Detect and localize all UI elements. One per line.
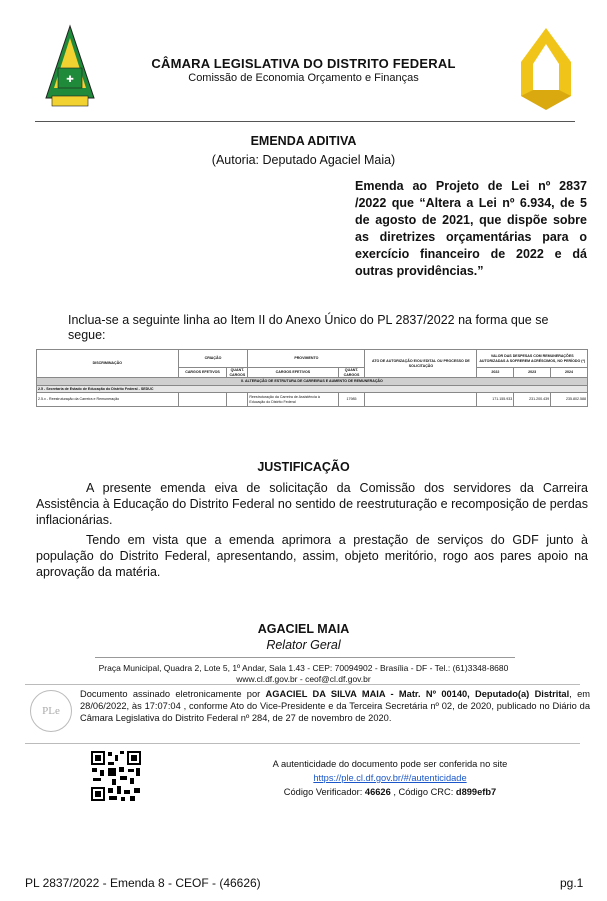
institution-title: CÂMARA LEGISLATIVA DO DISTRITO FEDERAL bbox=[151, 56, 456, 71]
footer-page-number: pg.1 bbox=[560, 876, 584, 890]
justification-paragraph-2: Tendo em vista que a emenda aprimora a prestação de serviços do GDF junto à população do Distrito Federal, apresentando, assim, objeto meritório, rogo aos pares apoio na aprovação da matéria. bbox=[36, 533, 588, 579]
justification-title: JUSTIFICAÇÃO bbox=[257, 460, 350, 474]
col-quant-cargos: QUANT. CARGOS bbox=[227, 368, 248, 378]
col-2023: 2023 bbox=[514, 368, 551, 378]
header-divider bbox=[35, 121, 575, 122]
row-2024: 235.802.588 bbox=[551, 393, 588, 407]
contact-line: www.cl.df.gov.br - ceof@cl.df.gov.br bbox=[236, 674, 371, 684]
amendment-type: EMENDA ADITIVA bbox=[250, 134, 357, 148]
qr-code-icon bbox=[90, 750, 142, 802]
col-2022: 2022 bbox=[477, 368, 514, 378]
col-discriminacao: DISCRIMINAÇÃO bbox=[37, 350, 179, 378]
inclusion-text: Inclua-se a seguinte linha ao Item II do Anexo Único do PL 2837/2022 na forma que se segue: bbox=[68, 313, 549, 342]
col-cargos-efetivos-prov: CARGOS EFETIVOS bbox=[248, 368, 338, 378]
electronic-signer: AGACIEL DA SILVA MAIA - Matr. Nº 00140, Deputado(a) Distrital bbox=[265, 689, 570, 699]
verifier-code: 46626 bbox=[364, 787, 391, 797]
ementa-text: Emenda ao Projeto de Lei nº 2837 /2022 que “Altera a Lei nº 6.934, de 5 de agosto de 2021, que dispõe sobre as diretrizes orçamentárias para o exercício financeiro de 2022 e dá outras providências.” bbox=[355, 179, 587, 278]
amendment-table bbox=[36, 349, 588, 407]
row-discriminacao: 2.5.x - Reestruturação da Carreira e Remuneração bbox=[37, 393, 179, 407]
col-criacao: CRIAÇÃO bbox=[178, 350, 248, 368]
verification-block bbox=[200, 757, 580, 799]
row-2023: 231.200.439 bbox=[514, 393, 551, 407]
col-cargos-efetivos: CARGOS EFETIVOS bbox=[178, 368, 227, 378]
crc-code: d899efb7 bbox=[455, 787, 497, 797]
electronic-signature-text: Documento assinado eletronicamente por AGACIEL DA SILVA MAIA - Matr. Nº 00140, Deputado(a) Distrital, em 28/06/2022, às 17:07:04 , conforme Ato do Vice-Presidente e da Terceira Secretária nº 02, de 2020, publicado no Diário da Câmara Legislativa do Distrito Federal nº 284, de 27 de novembro de 2020. bbox=[80, 689, 590, 723]
row-criacao-cargos bbox=[178, 393, 227, 407]
section-row: II. ALTERAÇÃO DE ESTRUTURA DE CARREIRAS E AUMENTO DE REMUNERAÇÃO bbox=[37, 378, 588, 386]
commission-subtitle: Comissão de Economia Orçamento e Finanças bbox=[188, 72, 419, 84]
address-block bbox=[0, 663, 607, 685]
row-quant: 17985 bbox=[338, 393, 365, 407]
signature-divider-bottom bbox=[25, 743, 580, 744]
authorship: (Autoria: Deputado Agaciel Maia) bbox=[211, 153, 396, 167]
row-ato bbox=[365, 393, 477, 407]
address-line: Praça Municipal, Quadra 2, Lote 5, 1º Andar, Sala 1.43 - CEP: 70094902 - Brasília - DF - Tel.: (61)3348-8680 bbox=[98, 663, 509, 673]
svg-text:✚: ✚ bbox=[66, 75, 74, 85]
signature-divider-top bbox=[25, 684, 580, 685]
verification-text: A autenticidade do documento pode ser conferida no site bbox=[272, 759, 508, 769]
verification-link[interactable]: https://ple.cl.df.gov.br/#/autenticidade bbox=[313, 773, 467, 783]
signer-role: Relator Geral bbox=[266, 638, 341, 652]
row-provimento: Reestruturação da Carreira de Assistência à Educação do Distrito Federal bbox=[248, 393, 338, 407]
col-provimento: PROVIMENTO bbox=[248, 350, 365, 368]
ple-seal-icon: PLe bbox=[30, 690, 72, 732]
row-2022: 171.155.933 bbox=[477, 393, 514, 407]
footer-divider bbox=[95, 657, 515, 658]
org-row: 2.5 - Secretaria de Estado de Educação do Distrito Federal - SEDUC bbox=[37, 386, 588, 393]
verification-codes: Código Verificador: 46626 , Código CRC: d899efb7 bbox=[283, 787, 497, 797]
footer-document-id: PL 2837/2022 - Emenda 8 - CEOF - (46626) bbox=[25, 876, 261, 890]
table-row bbox=[37, 393, 588, 407]
row-criacao-quant bbox=[227, 393, 248, 407]
justification-paragraph-1: A presente emenda eiva de solicitação da Comissão dos servidores da Carreira Assistência à Educação do Distrito Federal no sentido de reestruturação e recomposição de perdas inflacionárias. bbox=[36, 481, 588, 527]
col-ato: ATO DE AUTORIZAÇÃO E/OU EDITAL OU PROCESSO DE SOLICITAÇÃO bbox=[365, 350, 477, 378]
col-2024: 2024 bbox=[551, 368, 588, 378]
col-quant-cargos-prov: QUANT. CARGOS bbox=[338, 368, 365, 378]
signer-name: AGACIEL MAIA bbox=[257, 622, 350, 636]
col-valor: VALOR DAS DESPESAS COM REMUNERAÇÕES AUTORIZADAS A SOFREREM ACRÉSCIMOS, NO PERÍODO (*) bbox=[477, 350, 588, 368]
